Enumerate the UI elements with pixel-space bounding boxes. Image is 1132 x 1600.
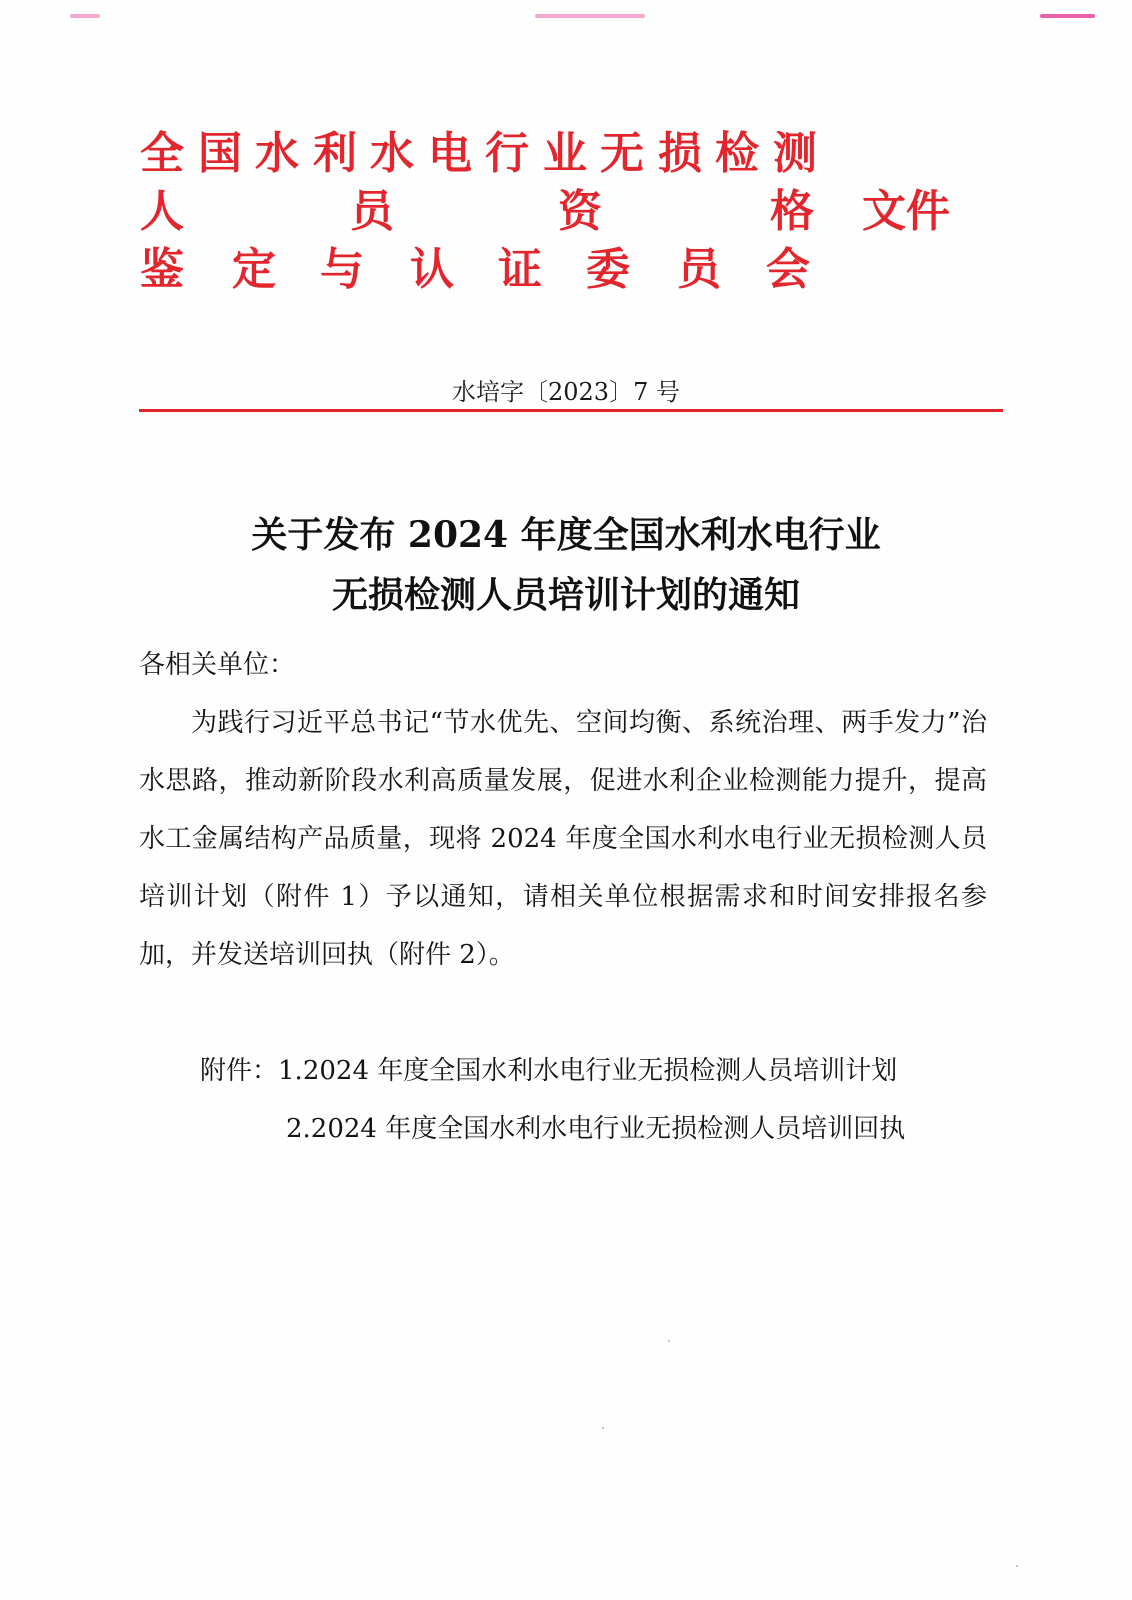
attachments-label: 附件：: [200, 1056, 279, 1086]
header-char: 国: [198, 128, 242, 179]
header-char: 测: [773, 128, 817, 179]
header-char: 电: [428, 128, 472, 179]
header-char: 定: [232, 244, 276, 295]
red-separator-line: [139, 409, 1003, 412]
issuer-header-line-1: [140, 125, 980, 183]
attachments-list: [200, 1042, 1000, 1158]
salutation: 各相关单位：: [139, 650, 296, 680]
header-char: 委: [586, 244, 630, 295]
issuer-header-line-3: [140, 241, 980, 299]
issuer-header: [140, 125, 980, 299]
attachment-title: 2.2024 年度全国水利水电行业无损检测人员培训回执: [286, 1114, 906, 1144]
header-char: 损: [658, 128, 702, 179]
header-char: 资: [558, 186, 602, 237]
notice-title-line-1: 关于发布 2024 年度全国水利水电行业: [251, 514, 881, 556]
scan-speck: [602, 1427, 604, 1429]
attachment-item: [200, 1100, 1000, 1158]
header-char: 利: [313, 128, 357, 179]
header-char: 与: [320, 244, 364, 295]
header-char: 水: [255, 128, 299, 179]
header-char: 鉴: [140, 244, 184, 295]
issuer-header-line-2: [140, 183, 980, 241]
notice-title: [0, 505, 1132, 625]
document-number: 水培字〔2023〕7 号: [452, 378, 680, 406]
header-char: 无: [600, 128, 644, 179]
attachment-title: 1.2024 年度全国水利水电行业无损检测人员培训计划: [278, 1056, 898, 1086]
scan-speck: [668, 1340, 670, 1342]
notice-body: [139, 636, 987, 984]
header-char: 全: [140, 128, 184, 179]
header-char: 员: [677, 244, 721, 295]
header-char: 认: [410, 244, 454, 295]
notice-title-line-2: 无损检测人员培训计划的通知: [331, 574, 800, 616]
scan-mark-center: [535, 14, 645, 18]
header-char: 水: [370, 128, 414, 179]
header-char: 人: [140, 186, 184, 237]
header-char: 员: [350, 186, 394, 237]
header-char: 文件: [862, 186, 950, 237]
attachment-item: [200, 1042, 1000, 1100]
header-char: 会: [766, 244, 810, 295]
scan-speck: [1016, 1565, 1018, 1567]
header-char: 格: [770, 186, 814, 237]
header-char: 行: [485, 128, 529, 179]
header-char: 业: [543, 128, 587, 179]
header-char: 证: [498, 244, 542, 295]
scan-mark-right: [1040, 14, 1095, 18]
scan-mark-left: [70, 14, 100, 18]
header-char: 检: [715, 128, 759, 179]
body-paragraph: 为践行习近平总书记“节水优先、空间均衡、系统治理、两手发力”治水思路，推动新阶段水利高质量发展，促进水利企业检测能力提升，提高水工金属结构产品质量，现将 2024 年度全国水利水电行业无损检测人员培训计划（附件 1）予以通知，请相关单位根据需求和时间安排报名参加，并发送培训回执（附件 2）。: [139, 708, 987, 970]
